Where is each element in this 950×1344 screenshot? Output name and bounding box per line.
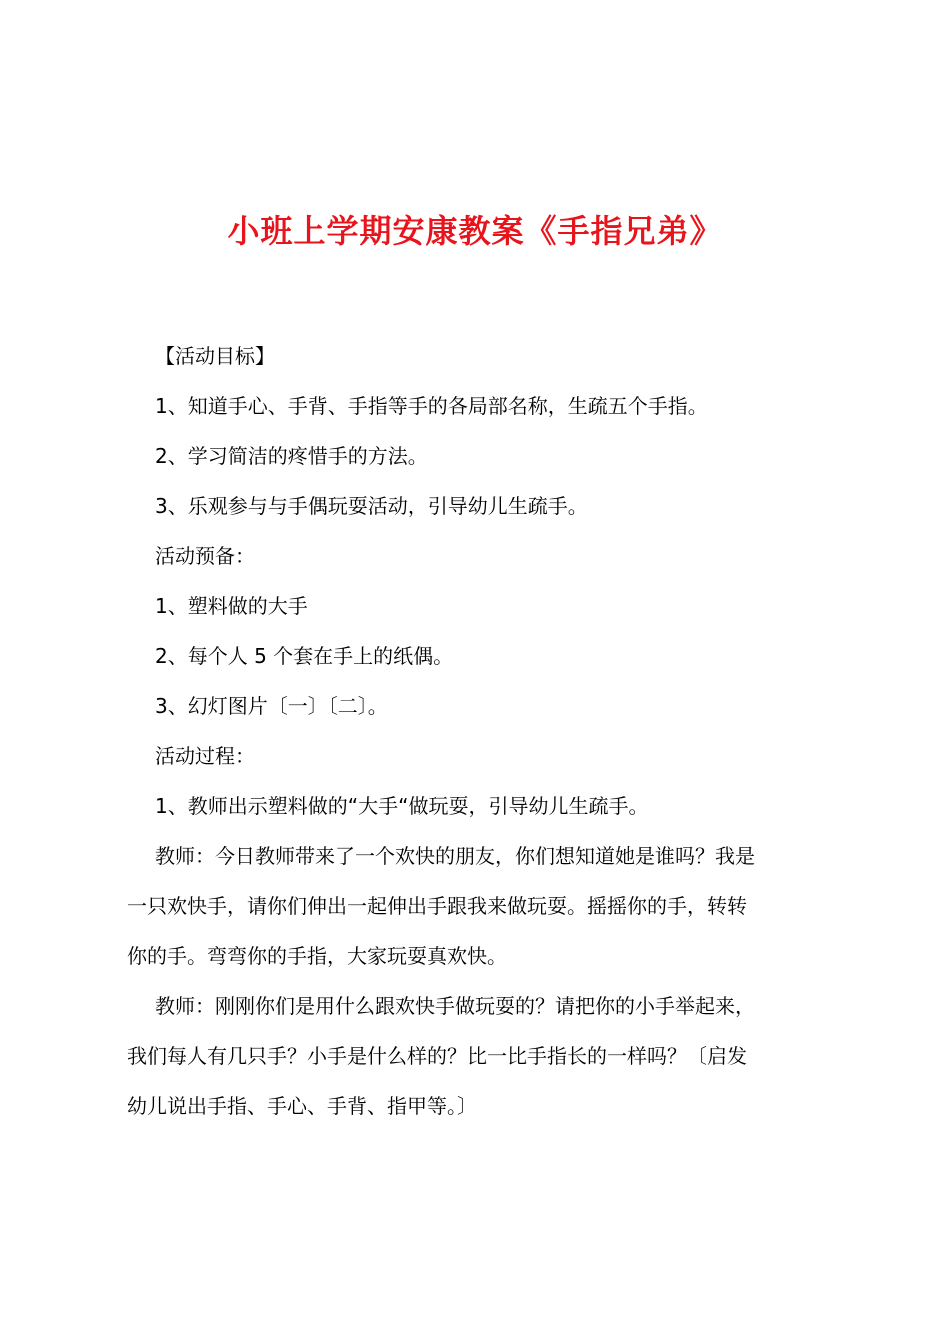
- section-heading-preparation: 活动预备：: [155, 544, 255, 568]
- paragraph-line: 你的手。弯弯你的手指，大家玩耍真欢快。: [127, 944, 507, 968]
- section-heading-goals: 【活动目标】: [155, 344, 275, 368]
- paragraph-line: 2、每个人 5 个套在手上的纸偶。: [155, 644, 454, 668]
- paragraph-line: 1、教师出示塑料做的“大手“做玩耍，引导幼儿生疏手。: [155, 794, 649, 818]
- document-body: [127, 331, 833, 1131]
- paragraph-line: 3、幻灯图片〔一〕〔二〕。: [155, 694, 388, 718]
- paragraph-line: 2、学习简洁的疼惜手的方法。: [155, 444, 428, 468]
- paragraph-line: 3、乐观参与与手偶玩耍活动，引导幼儿生疏手。: [155, 494, 588, 518]
- section-heading-process: 活动过程：: [155, 744, 255, 768]
- paragraph-line: 1、知道手心、手背、手指等手的各局部名称，生疏五个手指。: [155, 394, 708, 418]
- paragraph-line: 一只欢快手，请你们伸出一起伸出手跟我来做玩耍。摇摇你的手，转转: [127, 894, 747, 918]
- paragraph-line: 教师：今日教师带来了一个欢快的朋友，你们想知道她是谁吗？我是: [155, 844, 755, 868]
- paragraph-line: 我们每人有几只手？小手是什么样的？比一比手指长的一样吗？〔启发: [127, 1044, 747, 1068]
- paragraph-line: 1、塑料做的大手: [155, 594, 308, 618]
- document-title: 小班上学期安康教案《手指兄弟》: [227, 212, 723, 250]
- paragraph-line: 教师：刚刚你们是用什么跟欢快手做玩耍的？请把你的小手举起来，: [155, 994, 755, 1018]
- paragraph-line: 幼儿说出手指、手心、手背、指甲等。〕: [127, 1094, 477, 1118]
